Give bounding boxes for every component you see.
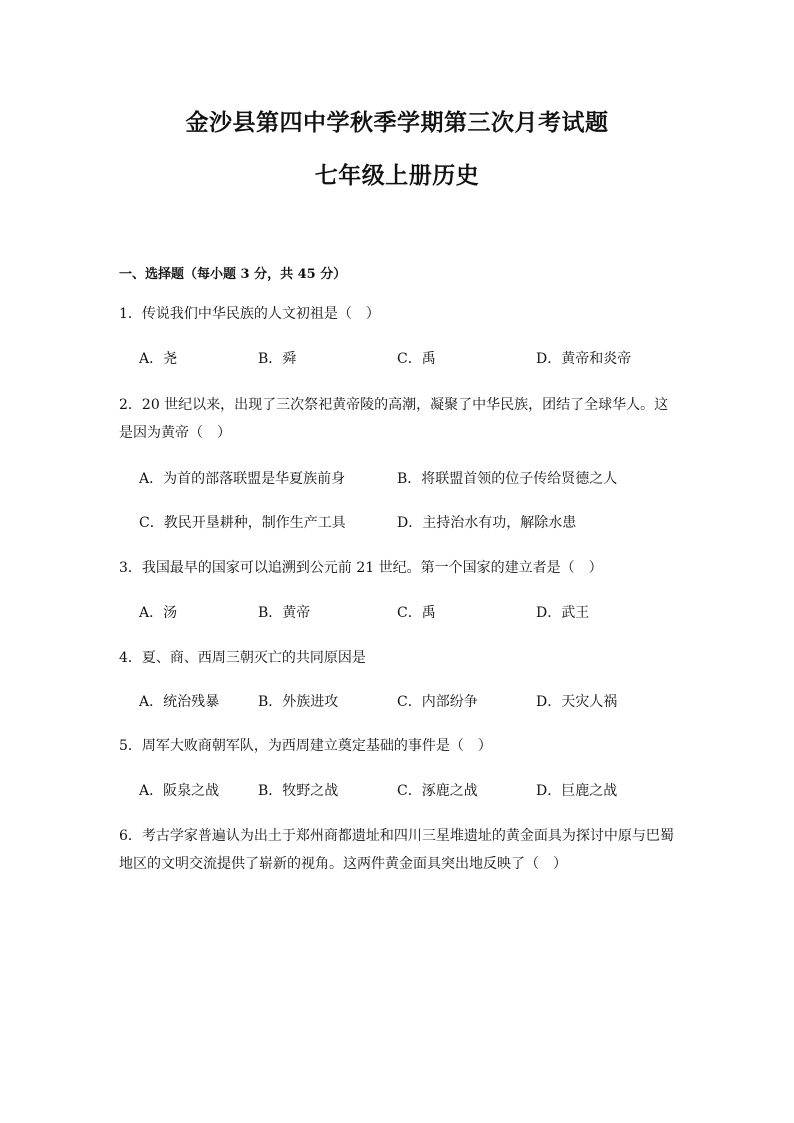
q4-option-c: C．内部纷争	[397, 694, 478, 710]
q2-option-c: C．教民开垦耕种，制作生产工具	[139, 515, 346, 531]
q5-option-b: B．牧野之战	[258, 783, 339, 799]
q2-option-a: A．为首的部落联盟是华夏族前身	[139, 471, 346, 487]
question-3: 3．我国最早的国家可以追溯到公元前 21 世纪。第一个国家的建立者是（ ）	[119, 560, 603, 576]
question-1: 1．传说我们中华民族的人文初祖是（ ）	[119, 306, 380, 322]
q1-option-d: D．黄帝和炎帝	[536, 351, 632, 367]
q3-option-b: B．黄帝	[258, 605, 311, 621]
q5-option-d: D．巨鹿之战	[536, 783, 618, 799]
q1-option-b: B．舜	[258, 351, 297, 367]
q4-option-b: B．外族进攻	[258, 694, 339, 710]
question-6: 6．考古学家普遍认为出土于郑州商都遗址和四川三星堆遗址的黄金面具为探讨中原与巴蜀地区的文明交流提供了崭新的视角。这两件黄金面具突出地反映了（ ）	[119, 828, 674, 872]
exam-subtitle: 七年级上册历史	[314, 162, 480, 189]
question-2: 2．20 世纪以来，出现了三次祭祀黄帝陵的高潮，凝聚了中华民族，团结了全球华人。这是因为黄帝（ ）	[119, 397, 669, 441]
question-5: 5．周军大败商朝军队，为西周建立奠定基础的事件是（ ）	[119, 738, 492, 754]
q1-option-c: C．禹	[397, 351, 436, 367]
q4-option-d: D．天灾人祸	[536, 694, 618, 710]
exam-title: 金沙县第四中学秋季学期第三次月考试题	[185, 109, 609, 136]
q3-option-c: C．禹	[397, 605, 436, 621]
q2-option-d: D．主持治水有功，解除水患	[397, 515, 577, 531]
q5-option-a: A．阪泉之战	[139, 783, 220, 799]
question-4: 4．夏、商、西周三朝灭亡的共同原因是	[119, 650, 366, 666]
section-heading: 一、选择题（每小题 3 分，共 45 分）	[119, 267, 347, 282]
q3-option-a: A．汤	[139, 605, 178, 621]
q2-option-b: B．将联盟首领的位子传给贤德之人	[397, 471, 618, 487]
q1-option-a: A．尧	[139, 351, 178, 367]
q5-option-c: C．涿鹿之战	[397, 783, 478, 799]
q4-option-a: A．统治残暴	[139, 694, 220, 710]
q3-option-d: D．武王	[536, 605, 590, 621]
